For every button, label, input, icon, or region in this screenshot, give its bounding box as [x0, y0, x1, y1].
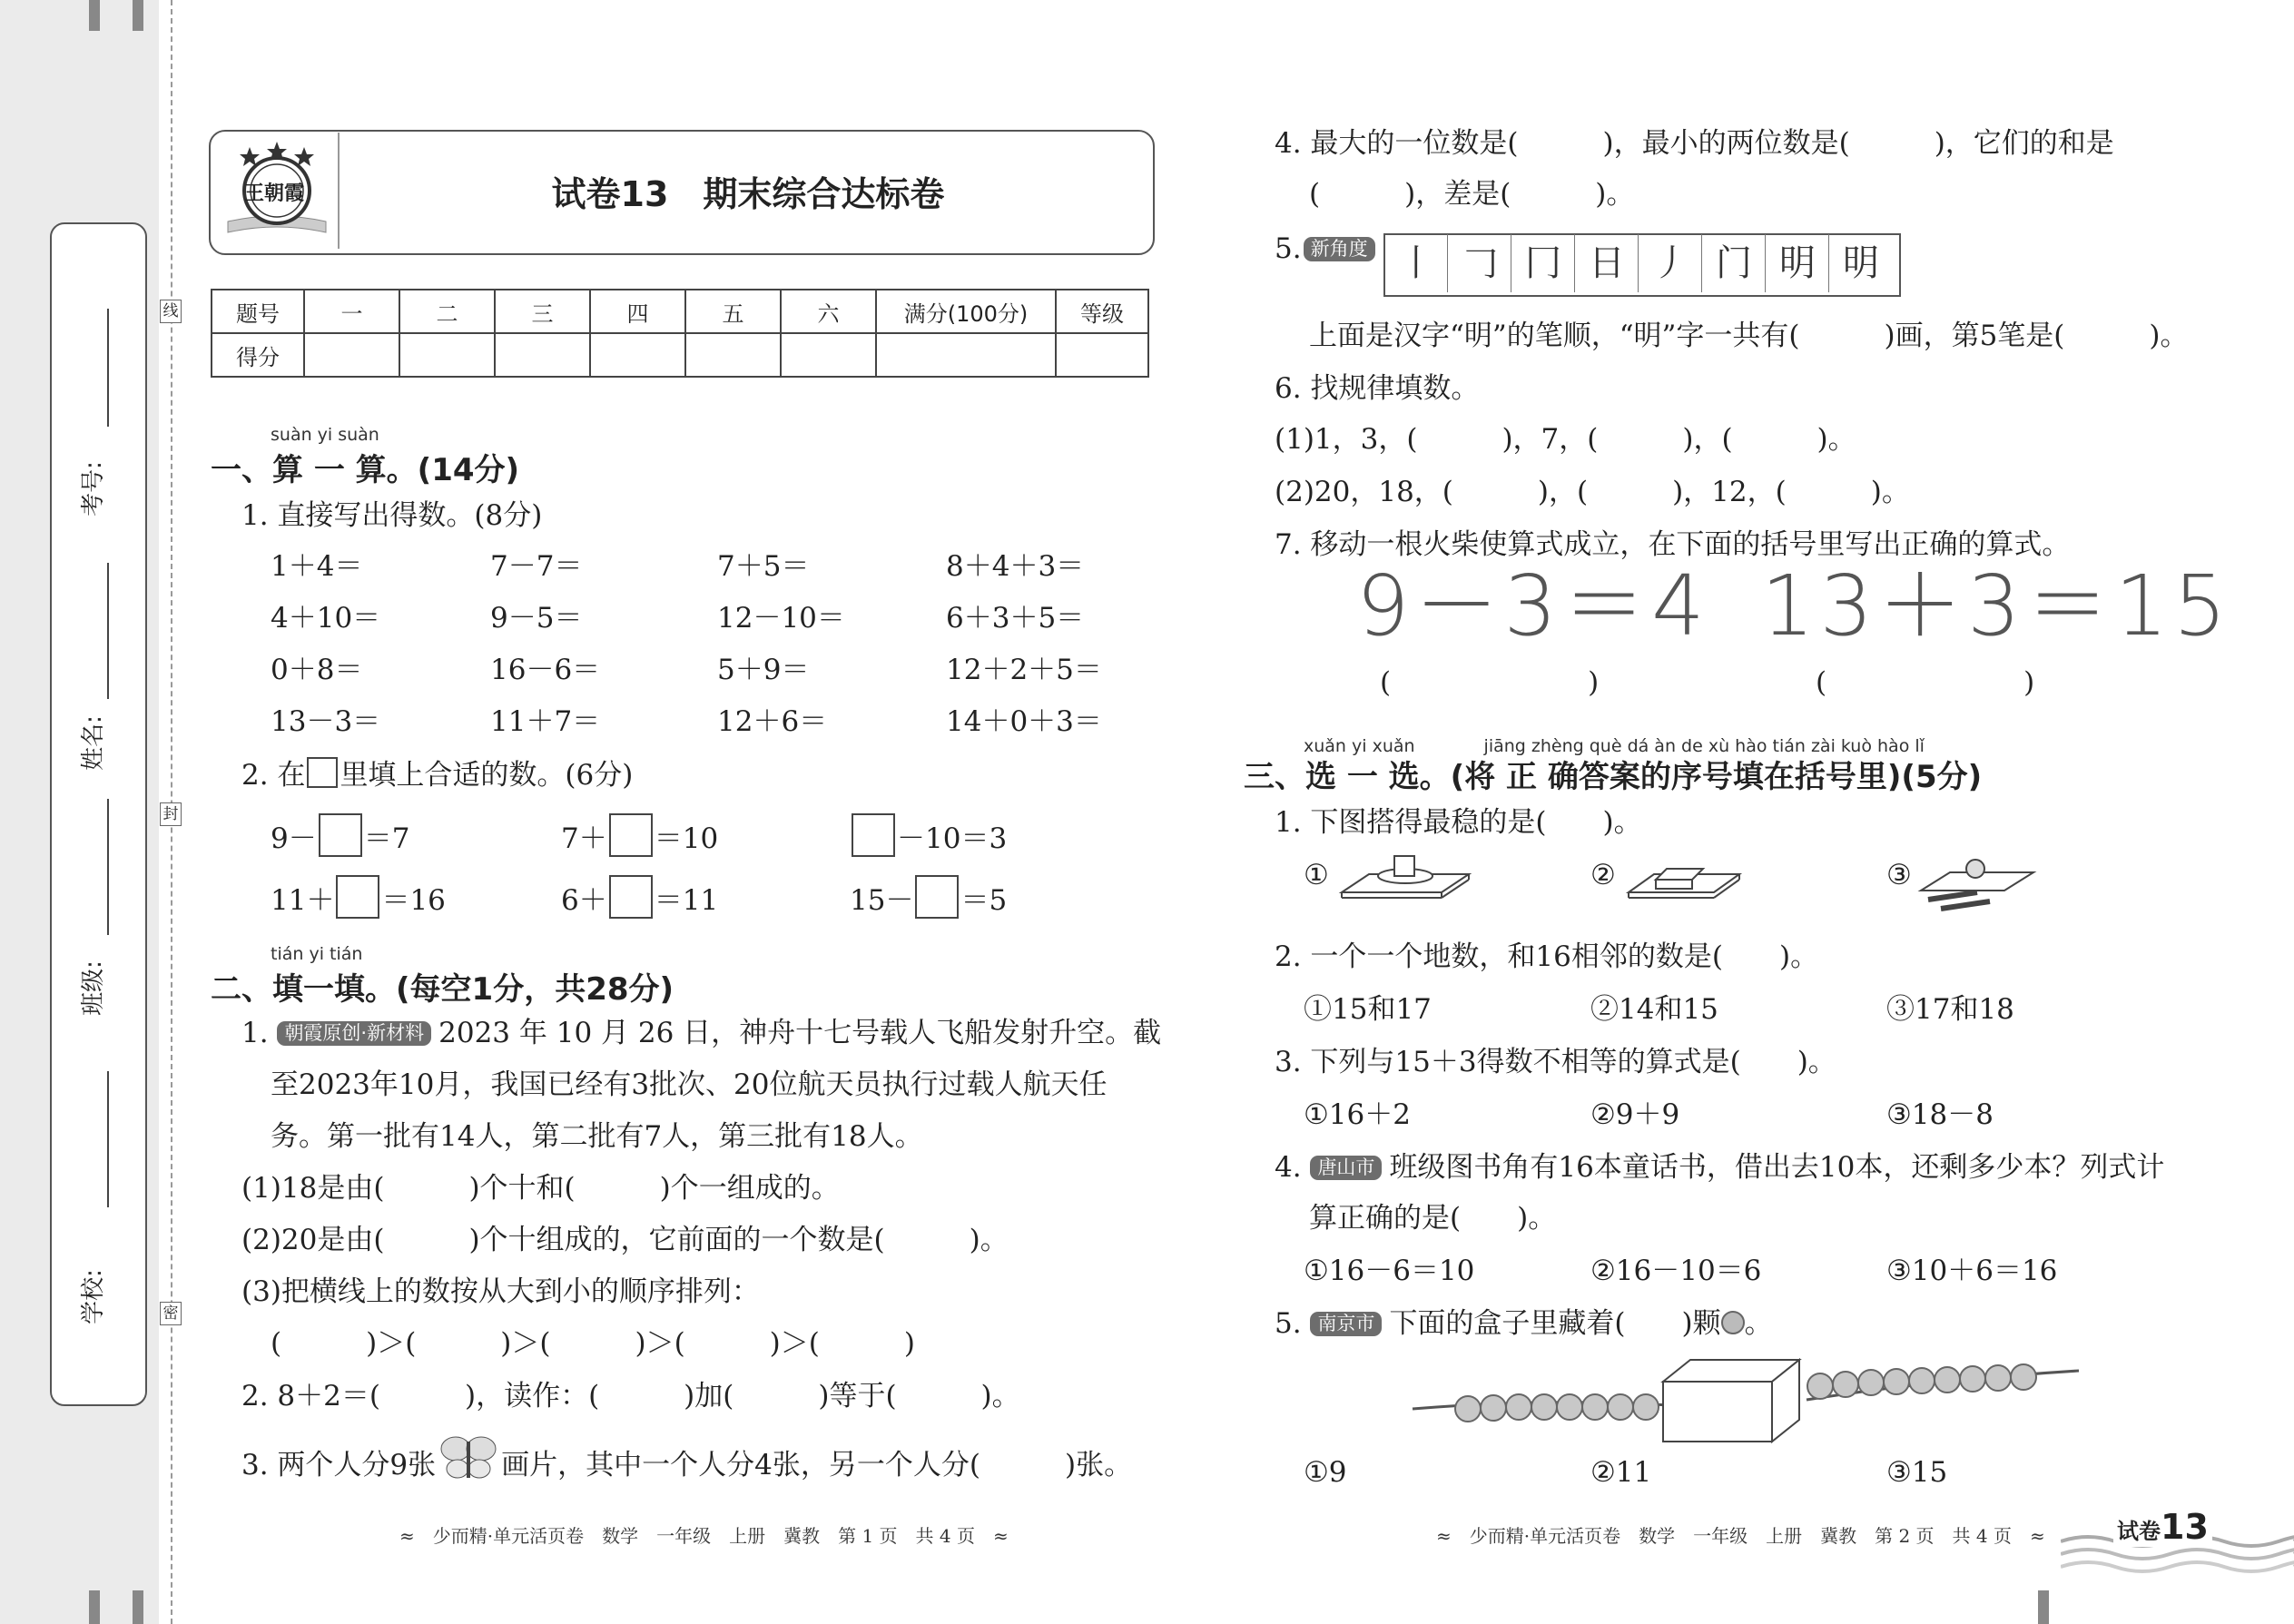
question-title[interactable]: 3. 下列与15＋3得数不相等的算式是( )。	[1275, 1046, 1836, 1078]
bead	[1632, 1393, 1659, 1421]
logo-text: 王朝霞	[244, 182, 305, 205]
bead	[1857, 1369, 1885, 1396]
answer-box	[609, 813, 653, 857]
seal-char: 封	[160, 802, 182, 826]
score-input[interactable]	[1056, 333, 1148, 377]
pinyin: suàn yi suàn	[271, 425, 379, 445]
question-text[interactable]: ( )，差是( )。	[1309, 178, 1635, 211]
table-cell: 五	[685, 290, 781, 333]
name-label: 姓名:	[79, 715, 107, 771]
crop-mark	[133, 1590, 143, 1624]
stack-figure-1	[1333, 849, 1478, 912]
source-badge: 南京市	[1310, 1312, 1382, 1336]
option-label[interactable]: ③	[1886, 859, 1912, 891]
class-label: 班级:	[79, 960, 107, 1016]
stroke-step: 𠃌	[1449, 234, 1511, 292]
bead	[1984, 1364, 2012, 1392]
pattern-question[interactable]: (2)20，18，( )，( )，12，( )。	[1275, 476, 1910, 508]
question-text[interactable]: 3. 两个人分9张 画片，其中一个人分4张，另一个人分( )张。	[241, 1449, 1132, 1485]
table-cell: 满分(100分)	[876, 290, 1056, 333]
answer-blank[interactable]: ( )	[1816, 666, 2035, 699]
question-text[interactable]: 4. 最大的一位数是( )，最小的两位数是( )，它们的和是	[1275, 127, 2114, 160]
arithmetic-item[interactable]: 7＋5＝	[717, 550, 810, 583]
table-cell: 四	[590, 290, 685, 333]
section-2-title: 二、填一填。(每空1分，共28分)	[211, 971, 674, 1008]
stroke-step: 丿	[1639, 234, 1702, 292]
pinyin: xuǎn yi xuǎn jiāng zhèng què dá àn de xù hào tián zài kuò hào lǐ	[1304, 736, 1925, 756]
bead	[2010, 1363, 2037, 1391]
source-badge: 朝霞原创·新材料	[277, 1021, 431, 1046]
bead	[1832, 1371, 1859, 1398]
bead	[1505, 1393, 1532, 1421]
paper-number-badge: 试卷13	[2113, 1507, 2212, 1547]
table-cell: 一	[304, 290, 399, 333]
seal-char: 线	[160, 300, 182, 323]
option-label[interactable]: ②11	[1590, 1456, 1652, 1489]
section-3-title: 三、选 一 选。(将 正 确答案的序号填在括号里)(5分)	[1244, 759, 1983, 795]
option-label[interactable]: ②16－10＝6	[1590, 1255, 1762, 1287]
arithmetic-item[interactable]: 12－10＝	[717, 602, 845, 635]
stroke-step: 明	[1843, 242, 1879, 284]
fill-box-item[interactable]: 9－ ＝7	[271, 813, 409, 857]
stroke-step: 门	[1703, 234, 1766, 292]
arithmetic-item[interactable]: 7－7＝	[490, 550, 583, 583]
option-label[interactable]: ①9	[1304, 1456, 1347, 1489]
source-badge: 新角度	[1304, 237, 1375, 261]
score-table-row	[212, 333, 1148, 377]
sub-question: (3)把横线上的数按从大到小的顺序排列：	[241, 1275, 760, 1308]
question-title: 7. 移动一根火柴使算式成立，在下面的括号里写出正确的算式。	[1275, 528, 2071, 561]
bead-icon	[1721, 1311, 1745, 1334]
crop-mark	[89, 0, 100, 31]
fill-box-item[interactable]: 11＋ ＝16	[271, 875, 446, 919]
crop-mark	[89, 1590, 100, 1624]
fill-box-item[interactable]: 7＋ ＝10	[561, 813, 718, 857]
arithmetic-item[interactable]: 12＋6＝	[717, 705, 828, 738]
bead	[1934, 1366, 1961, 1393]
option-label[interactable]: ①	[1304, 859, 1329, 891]
question-title[interactable]: 1. 下图搭得最稳的是( )。	[1275, 806, 1642, 839]
answer-box	[319, 813, 362, 857]
matchstick-equation: 13＋3＝15	[1761, 557, 2232, 655]
option-label[interactable]: ③10＋6＝16	[1886, 1255, 2058, 1287]
source-badge: 唐山市	[1310, 1156, 1382, 1180]
score-input[interactable]	[304, 333, 399, 377]
stroke-step: 丨	[1385, 234, 1448, 292]
bead	[1883, 1368, 1910, 1395]
page-footer: ≈ 少而精·单元活页卷 数学 一年级 上册 冀教 第 1 页 共 4 页 ≈	[399, 1525, 1009, 1547]
ordering-blanks[interactable]: ( )＞( )＞( )＞( )＞( )	[271, 1327, 915, 1360]
score-input[interactable]	[876, 333, 1056, 377]
bead	[1607, 1393, 1634, 1421]
pinyin: tián yi tián	[271, 944, 363, 964]
bead	[1556, 1393, 1583, 1421]
seal-char: 密	[160, 1302, 182, 1325]
fill-box-item[interactable]: －10＝3	[850, 813, 1007, 857]
bead	[1807, 1373, 1834, 1400]
page-title: 试卷13 期末综合达标卷	[551, 174, 945, 214]
table-cell: 三	[495, 290, 590, 333]
arithmetic-item[interactable]: 14＋0＋3＝	[946, 705, 1102, 738]
publisher-logo	[222, 138, 331, 240]
question-text[interactable]: 上面是汉字“明”的笔顺，“明”字一共有( )画，第5笔是( )。	[1309, 320, 2189, 352]
arithmetic-item[interactable]: 16－6＝	[490, 654, 601, 686]
sub-question[interactable]: (2)20是由( )个十组成的，它前面的一个数是( )。	[241, 1224, 1009, 1256]
question-text: 至2023年10月，我国已经有3批次、20位航天员执行过载人航天任	[271, 1068, 1108, 1101]
score-input[interactable]	[399, 333, 495, 377]
arithmetic-item[interactable]: 4＋10＝	[271, 602, 381, 635]
stack-figure-2	[1620, 849, 1747, 912]
arithmetic-item[interactable]: 12＋2＋5＝	[946, 654, 1102, 686]
option-label[interactable]: ①15和17	[1304, 993, 1432, 1026]
crop-mark	[2038, 1590, 2049, 1624]
question-text: 务。第一批有14人，第二批有7人，第三批有18人。	[271, 1120, 923, 1153]
question-title[interactable]: 2. 一个一个地数，和16相邻的数是( )。	[1275, 940, 1819, 973]
score-input[interactable]	[590, 333, 685, 377]
option-label[interactable]: ②14和15	[1590, 993, 1718, 1026]
question-title: 6. 找规律填数。	[1275, 372, 1480, 405]
arithmetic-item[interactable]: 8＋4＋3＝	[946, 550, 1085, 583]
bead	[1454, 1395, 1482, 1422]
option-label[interactable]: ③17和18	[1886, 993, 2014, 1026]
arithmetic-item[interactable]: 0＋8＝	[271, 654, 363, 686]
answer-box	[609, 875, 653, 919]
question-text[interactable]: 算正确的是( )。	[1309, 1202, 1557, 1235]
option-label[interactable]: ③15	[1886, 1456, 1948, 1489]
table-cell: 二	[399, 290, 495, 333]
bead	[1480, 1394, 1507, 1422]
question-title[interactable]: 4. 唐山市 班级图书角有16本童话书，借出去10本，还剩多少本？列式计	[1275, 1151, 2165, 1184]
option-label[interactable]: ③18－8	[1886, 1098, 1994, 1131]
student-info-box	[50, 222, 147, 1406]
arithmetic-item[interactable]: 9－5＝	[490, 602, 583, 635]
answer-blank[interactable]: ( )	[1380, 666, 1600, 699]
bead	[1908, 1367, 1935, 1394]
option-label[interactable]: ②9＋9	[1590, 1098, 1680, 1131]
answer-box	[852, 813, 895, 857]
arithmetic-item[interactable]: 5＋9＝	[717, 654, 810, 686]
arithmetic-item[interactable]: 11＋7＝	[490, 705, 601, 738]
arithmetic-item[interactable]: 6＋3＋5＝	[946, 602, 1085, 635]
fill-box-item[interactable]: 6＋ ＝11	[561, 875, 718, 919]
crop-mark	[133, 0, 143, 31]
table-cell: 六	[781, 290, 876, 333]
option-label[interactable]: ①16＋2	[1304, 1098, 1411, 1131]
question-text[interactable]: 2. 8＋2＝( )，读作：( )加( )等于( )。	[241, 1380, 1020, 1412]
option-label[interactable]: ①16－6＝10	[1304, 1255, 1475, 1287]
arithmetic-item[interactable]: 1＋4＝	[271, 550, 363, 583]
pattern-question[interactable]: (1)1，3，( )，7，( )，( )。	[1275, 423, 1856, 456]
score-table	[211, 289, 1149, 378]
fill-box-item[interactable]: 15－ ＝5	[850, 875, 1007, 919]
bead	[1531, 1393, 1558, 1421]
question-title[interactable]: 5. 南京市 下面的盒子里藏着( )颗 。	[1275, 1307, 1773, 1340]
question-title: 1. 直接写出得数。(8分)	[241, 499, 543, 532]
score-input[interactable]	[495, 333, 590, 377]
answer-box	[336, 875, 379, 919]
section-1-title: 一、算 一 算。(14分)	[211, 452, 520, 488]
stroke-step: 日	[1576, 234, 1639, 292]
bead	[1581, 1393, 1609, 1421]
table-cell: 题号	[212, 290, 304, 333]
arithmetic-item[interactable]: 13－3＝	[271, 705, 381, 738]
score-input[interactable]	[685, 333, 781, 377]
stroke-step: 明	[1767, 234, 1829, 292]
butterfly-card-icon	[436, 1449, 501, 1485]
option-label[interactable]: ②	[1590, 859, 1616, 891]
score-table-header	[212, 290, 1148, 333]
sub-question[interactable]: (1)18是由( )个十和( )个一组成的。	[241, 1172, 840, 1205]
answer-box	[915, 875, 959, 919]
bead	[1959, 1365, 1986, 1393]
question-text: 1. 朝霞原创·新材料 2023 年 10 月 26 日，神舟十七号载人飞船发射升空。截	[241, 1017, 1162, 1049]
question-number: 5. 新角度	[1275, 232, 1383, 266]
table-cell: 得分	[212, 333, 304, 377]
table-cell: 等级	[1056, 290, 1148, 333]
school-label: 学校:	[79, 1269, 107, 1324]
page-footer: ≈ 少而精·单元活页卷 数学 一年级 上册 冀教 第 2 页 共 4 页 ≈	[1436, 1525, 2045, 1547]
question-title: 2. 在 里填上合适的数。(6分)	[241, 759, 634, 792]
stroke-step: 冂	[1512, 234, 1575, 292]
exam-number-label: 考号:	[79, 461, 107, 517]
matchstick-equation: 9－3＝4	[1356, 557, 1710, 655]
stack-figure-3	[1914, 849, 2041, 921]
score-input[interactable]	[781, 333, 876, 377]
